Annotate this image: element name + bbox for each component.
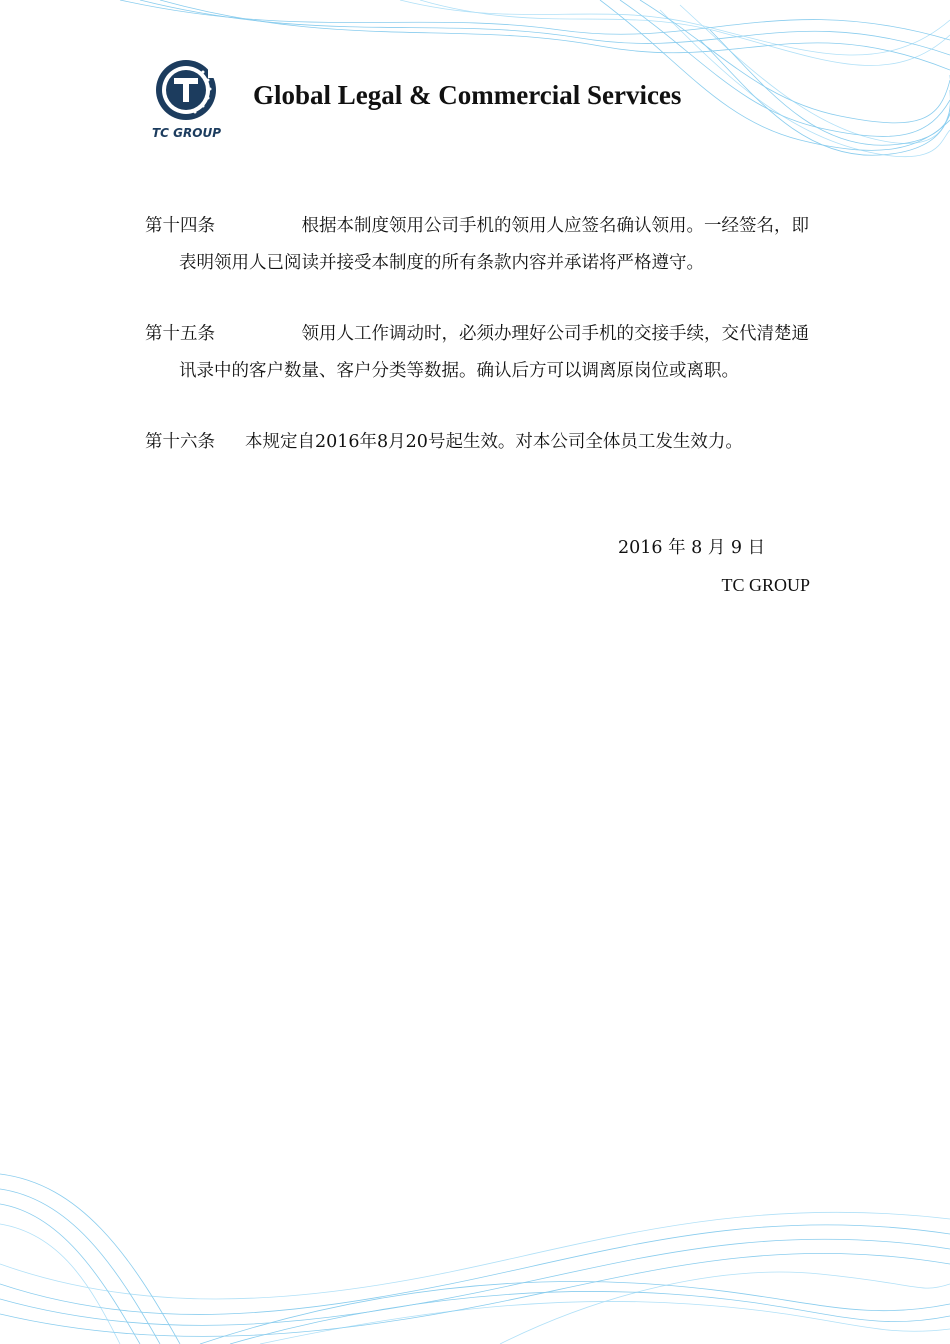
document-body <box>145 208 809 495</box>
article-line <box>145 424 809 461</box>
article-number: 第十六条 <box>145 432 215 452</box>
article-line <box>145 208 809 245</box>
logo-caption: TC GROUP <box>152 126 221 140</box>
signature-date: 2016 年 8 月 9 日 <box>618 538 766 558</box>
article-14 <box>145 208 809 282</box>
article-16 <box>145 424 809 461</box>
signature-block <box>600 530 810 604</box>
article-text: 领用人工作调动时，必须办理好公司手机的交接手续，交代清楚通 <box>301 324 809 344</box>
header-title: Global Legal & Commercial Services <box>253 80 682 110</box>
article-number: 第十四条 <box>145 216 215 236</box>
article-number: 第十五条 <box>145 324 215 344</box>
signature-organization: TC GROUP <box>721 575 810 595</box>
document-header <box>148 56 768 146</box>
article-continuation: 讯录中的客户数量、客户分类等数据。确认后方可以调离原岗位或离职。 <box>179 361 739 381</box>
decorative-wave-bottom <box>0 1164 950 1344</box>
article-15 <box>145 316 809 390</box>
article-text: 根据本制度领用公司手机的领用人应签名确认领用。一经签名，即 <box>301 216 809 236</box>
article-text: 本规定自2016年8月20号起生效。对本公司全体员工发生效力。 <box>245 432 743 452</box>
article-continuation: 表明领用人已阅读并接受本制度的所有条款内容并承诺将严格遵守。 <box>179 253 704 273</box>
article-line <box>145 316 809 353</box>
